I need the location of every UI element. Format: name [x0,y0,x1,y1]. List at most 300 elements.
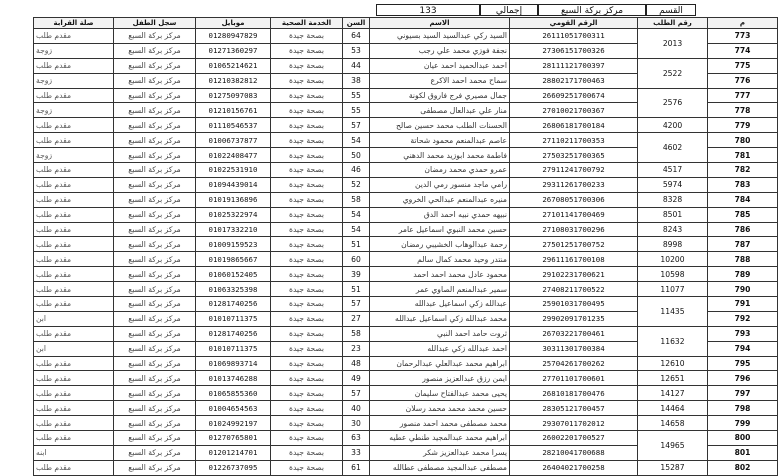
mobile-cell: 01110546537 [196,118,271,133]
health-cell: بصحة جيدة [271,371,343,386]
name-cell: منار علي عبدالعال مصطفى [370,103,510,118]
table-row [34,58,778,73]
name-cell: نجفة فوزي محمد علي رجب [370,43,510,58]
health-cell: بصحة جيدة [271,267,343,282]
serial-cell: 781 [708,148,778,163]
mobile-cell: 01022408477 [196,148,271,163]
national-id-cell: 27010021700367 [510,103,638,118]
application-cell: 14658 [638,416,708,431]
place-cell: مركز بركة السبع [114,148,196,163]
age-cell: 54 [343,133,370,148]
age-cell: 58 [343,192,370,207]
relation-cell: مقدم طلب [34,252,114,267]
mobile-cell: 01280947829 [196,29,271,44]
relation-cell: مقدم طلب [34,371,114,386]
health-cell: بصحة جيدة [271,163,343,178]
health-cell: بصحة جيدة [271,192,343,207]
serial-cell: 774 [708,43,778,58]
serial-cell: 793 [708,326,778,341]
place-cell: مركز بركة السبع [114,297,196,312]
national-id-cell: 26806181700184 [510,118,638,133]
health-cell: بصحة جيدة [271,341,343,356]
relation-cell: مقدم طلب [34,431,114,446]
relation-cell: مقدم طلب [34,237,114,252]
health-cell: بصحة جيدة [271,222,343,237]
name-cell: احمد عبدالله زكي عبدالله [370,341,510,356]
mobile-cell: 01069893714 [196,356,271,371]
application-cell: 12610 [638,356,708,371]
age-cell: 58 [343,326,370,341]
relation-cell: زوجة [34,43,114,58]
name-cell: جمال مصيري فرج فاروق لكونة [370,88,510,103]
application-cell: 10598 [638,267,708,282]
application-cell: 14464 [638,401,708,416]
age-cell: 55 [343,103,370,118]
application-cell: 15287 [638,460,708,475]
name-cell: سماح محمد احمد الاكرع [370,73,510,88]
age-cell: 64 [343,29,370,44]
health-cell: بصحة جيدة [271,416,343,431]
total-value: 133 [376,4,480,16]
serial-cell: 780 [708,133,778,148]
col-header-place: سجل الطفل [114,18,196,29]
name-cell: رامي ماجد منسور رمي الدين [370,177,510,192]
place-cell: مركز بركة السبع [114,386,196,401]
mobile-cell: 01013746288 [196,371,271,386]
health-cell: بصحة جيدة [271,148,343,163]
place-cell: مركز بركة السبع [114,445,196,460]
name-cell: سمير عبدالمنعم الصاوي عمر [370,282,510,297]
table-row [34,356,778,371]
name-cell: ابراهيم محمد عبدالعلي عبدالرحمان [370,356,510,371]
serial-cell: 776 [708,73,778,88]
application-cell: 10200 [638,252,708,267]
relation-cell: مقدم طلب [34,222,114,237]
health-cell: بصحة جيدة [271,460,343,475]
table-row [34,401,778,416]
place-cell: مركز بركة السبع [114,401,196,416]
place-cell: مركز بركة السبع [114,103,196,118]
name-cell: حسين محمد محمد محمد رسلان [370,401,510,416]
relation-cell: مقدم طلب [34,58,114,73]
mobile-cell: 01201214701 [196,445,271,460]
serial-cell: 796 [708,371,778,386]
national-id-cell: 29102231700621 [510,267,638,282]
name-cell: مصطفى عبدالمجيد مصطفى عطالله [370,460,510,475]
age-cell: 27 [343,311,370,326]
place-cell: مركز بركة السبع [114,282,196,297]
name-cell: فاطمة محمد ابوزيد محمد الدهني [370,148,510,163]
table-row [34,386,778,401]
name-cell: محمود عادل محمد احمد احمد [370,267,510,282]
relation-cell: مقدم طلب [34,177,114,192]
national-id-cell: 29902091701235 [510,311,638,326]
name-cell: عاصم عبدالمنعم محمود شحاتة [370,133,510,148]
application-cell: 4602 [638,133,708,163]
age-cell: 63 [343,431,370,446]
relation-cell: مقدم طلب [34,207,114,222]
health-cell: بصحة جيدة [271,237,343,252]
serial-cell: 794 [708,341,778,356]
age-cell: 39 [343,267,370,282]
age-cell: 52 [343,177,370,192]
age-cell: 49 [343,371,370,386]
serial-cell: 775 [708,58,778,73]
serial-cell: 800 [708,431,778,446]
health-cell: بصحة جيدة [271,252,343,267]
center-name: مركز بركة السبع [538,4,646,16]
age-cell: 23 [343,341,370,356]
name-cell: عمرو حمدي محمد رمضان [370,163,510,178]
national-id-cell: 26703221700461 [510,326,638,341]
age-cell: 57 [343,386,370,401]
place-cell: مركز بركة السبع [114,207,196,222]
mobile-cell: 01210382812 [196,73,271,88]
mobile-cell: 01010711375 [196,311,271,326]
health-cell: بصحة جيدة [271,177,343,192]
serial-cell: 784 [708,192,778,207]
national-id-cell: 26111051700311 [510,29,638,44]
serial-cell: 777 [708,88,778,103]
age-cell: 53 [343,43,370,58]
national-id-cell: 28305121700457 [510,401,638,416]
relation-cell: مقدم طلب [34,386,114,401]
age-cell: 48 [343,356,370,371]
application-cell: 11632 [638,326,708,356]
relation-cell: مقدم طلب [34,297,114,312]
name-cell: احمد عبدالحميد احمد عيان [370,58,510,73]
table-row [34,118,778,133]
mobile-cell: 01004654563 [196,401,271,416]
place-cell: مركز بركة السبع [114,133,196,148]
mobile-cell: 01063325398 [196,282,271,297]
national-id-cell: 26609251700674 [510,88,638,103]
relation-cell: مقدم طلب [34,192,114,207]
name-cell: الحسنات الطلب محمد حسين صالح [370,118,510,133]
application-cell: 12651 [638,371,708,386]
national-id-cell: 29311261700233 [510,177,638,192]
age-cell: 50 [343,148,370,163]
col-header-age: السن [343,18,370,29]
serial-cell: 798 [708,401,778,416]
mobile-cell: 01025322974 [196,207,271,222]
col-header-national-id: الرقم القومي [510,18,638,29]
relation-cell: مقدم طلب [34,118,114,133]
serial-cell: 797 [708,386,778,401]
mobile-cell: 01009159523 [196,237,271,252]
place-cell: مركز بركة السبع [114,177,196,192]
place-cell: مركز بركة السبع [114,460,196,475]
age-cell: 61 [343,460,370,475]
age-cell: 30 [343,416,370,431]
name-cell: ابراهيم محمد عبدالمجيد طنطي عطيه [370,431,510,446]
relation-cell: مقدم طلب [34,267,114,282]
national-id-cell: 27408211700522 [510,282,638,297]
health-cell: بصحة جيدة [271,58,343,73]
national-id-cell: 27503251700365 [510,148,638,163]
col-header-mobile: موبايل [196,18,271,29]
document-header [0,4,779,18]
name-cell: ثروت حامد احمد النبي [370,326,510,341]
serial-cell: 790 [708,282,778,297]
total-label: إجمالي [480,4,538,16]
place-cell: مركز بركة السبع [114,326,196,341]
place-cell: مركز بركة السبع [114,237,196,252]
table-row [34,252,778,267]
serial-cell: 786 [708,222,778,237]
national-id-cell: 26002201700527 [510,431,638,446]
place-cell: مركز بركة السبع [114,73,196,88]
application-cell: 5974 [638,177,708,192]
place-cell: مركز بركة السبع [114,88,196,103]
col-header-relation: صلة القرابة [34,18,114,29]
mobile-cell: 01060152405 [196,267,271,282]
place-cell: مركز بركة السبع [114,356,196,371]
mobile-cell: 01094439014 [196,177,271,192]
place-cell: مركز بركة السبع [114,222,196,237]
application-cell: 4517 [638,163,708,178]
serial-cell: 785 [708,207,778,222]
table-row [34,431,778,446]
health-cell: بصحة جيدة [271,356,343,371]
mobile-cell: 01275097083 [196,88,271,103]
section-label: القسم [646,4,696,16]
national-id-cell: 26404021700258 [510,460,638,475]
name-cell: عبدالله زكي اسماعيل عبدالله [370,297,510,312]
name-cell: محمد مصطفى محمد احمد منصور [370,416,510,431]
age-cell: 57 [343,118,370,133]
health-cell: بصحة جيدة [271,118,343,133]
serial-cell: 787 [708,237,778,252]
mobile-cell: 01065855360 [196,386,271,401]
mobile-cell: 01024992197 [196,416,271,431]
table-row [34,133,778,148]
table-row [34,460,778,475]
name-cell: منتدر وحيد محمد كمال سالم [370,252,510,267]
age-cell: 51 [343,282,370,297]
health-cell: بصحة جيدة [271,282,343,297]
col-header-health: الخدمة الصحية [271,18,343,29]
relation-cell: مقدم طلب [34,282,114,297]
application-cell: 11077 [638,282,708,297]
mobile-cell: 01019865667 [196,252,271,267]
serial-cell: 778 [708,103,778,118]
age-cell: 33 [343,445,370,460]
name-cell: يحيى محمد عبدالفتاح سليمان [370,386,510,401]
place-cell: مركز بركة السبع [114,371,196,386]
place-cell: مركز بركة السبع [114,252,196,267]
relation-cell: مقدم طلب [34,460,114,475]
relation-cell: مقدم طلب [34,326,114,341]
health-cell: بصحة جيدة [271,207,343,222]
table-row [34,222,778,237]
application-cell: 2013 [638,29,708,59]
relation-cell: زوجة [34,148,114,163]
relation-cell: مقدم طلب [34,401,114,416]
place-cell: مركز بركة السبع [114,29,196,44]
age-cell: 54 [343,222,370,237]
relation-cell: مقدم طلب [34,133,114,148]
relation-cell: زوجة [34,73,114,88]
col-header-application: رقم الطلب [638,18,708,29]
serial-cell: 783 [708,177,778,192]
mobile-cell: 01006737877 [196,133,271,148]
serial-cell: 788 [708,252,778,267]
place-cell: مركز بركة السبع [114,311,196,326]
mobile-cell: 01019136896 [196,192,271,207]
national-id-cell: 27306151700326 [510,43,638,58]
relation-cell: ابن [34,311,114,326]
health-cell: بصحة جيدة [271,401,343,416]
health-cell: بصحة جيدة [271,103,343,118]
place-cell: مركز بركة السبع [114,431,196,446]
age-cell: 38 [343,73,370,88]
name-cell: منيره عبدالمنعم عبدالحي الخروي [370,192,510,207]
table-row [34,207,778,222]
health-cell: بصحة جيدة [271,326,343,341]
name-cell: محمد عبدالله زكي اسماعيل عبدالله [370,311,510,326]
health-cell: بصحة جيدة [271,445,343,460]
health-cell: بصحة جيدة [271,43,343,58]
relation-cell: مقدم طلب [34,88,114,103]
mobile-cell: 01017332210 [196,222,271,237]
serial-cell: 799 [708,416,778,431]
age-cell: 51 [343,237,370,252]
col-header-serial: م [708,18,778,29]
table-row [34,237,778,252]
beneficiaries-table [33,17,778,476]
table-row [34,192,778,207]
application-cell: 8328 [638,192,708,207]
name-cell: نبيهه حمدي نبيه احمد الدق [370,207,510,222]
national-id-cell: 29307011702012 [510,416,638,431]
health-cell: بصحة جيدة [271,29,343,44]
health-cell: بصحة جيدة [271,386,343,401]
application-cell: 4200 [638,118,708,133]
mobile-cell: 01281740256 [196,326,271,341]
relation-cell: مقدم طلب [34,163,114,178]
name-cell: ايمن رزق عبدالعزيز منصور [370,371,510,386]
table-row [34,88,778,103]
health-cell: بصحة جيدة [271,311,343,326]
health-cell: بصحة جيدة [271,133,343,148]
national-id-cell: 28111121700397 [510,58,638,73]
table-row [34,29,778,44]
relation-cell: مقدم طلب [34,416,114,431]
table-header-row [34,18,778,29]
health-cell: بصحة جيدة [271,73,343,88]
national-id-cell: 26810181700476 [510,386,638,401]
mobile-cell: 01226737095 [196,460,271,475]
relation-cell: مقدم طلب [34,356,114,371]
age-cell: 60 [343,252,370,267]
national-id-cell: 27101141700469 [510,207,638,222]
serial-cell: 791 [708,297,778,312]
mobile-cell: 01210156761 [196,103,271,118]
table-row [34,326,778,341]
national-id-cell: 27108031700296 [510,222,638,237]
relation-cell: مقدم طلب [34,29,114,44]
age-cell: 55 [343,88,370,103]
serial-cell: 792 [708,311,778,326]
name-cell: حسين محمد النبوي اسماعيل عامر [370,222,510,237]
application-cell: 2576 [638,88,708,118]
place-cell: مركز بركة السبع [114,267,196,282]
mobile-cell: 01022531910 [196,163,271,178]
place-cell: مركز بركة السبع [114,416,196,431]
table-row [34,297,778,312]
application-cell: 2522 [638,58,708,88]
national-id-cell: 25704261700262 [510,356,638,371]
national-id-cell: 27110211700353 [510,133,638,148]
age-cell: 54 [343,207,370,222]
mobile-cell: 01270765801 [196,431,271,446]
relation-cell: زوجة [34,103,114,118]
application-cell: 11435 [638,297,708,327]
age-cell: 46 [343,163,370,178]
application-cell: 14127 [638,386,708,401]
serial-cell: 779 [708,118,778,133]
health-cell: بصحة جيدة [271,297,343,312]
national-id-cell: 26708051700306 [510,192,638,207]
health-cell: بصحة جيدة [271,431,343,446]
age-cell: 57 [343,297,370,312]
mobile-cell: 01271360297 [196,43,271,58]
national-id-cell: 28210041700688 [510,445,638,460]
national-id-cell: 28802171700463 [510,73,638,88]
national-id-cell: 27701101700601 [510,371,638,386]
table-row [34,371,778,386]
name-cell: يسرا محمد عبدالعزيز شكر [370,445,510,460]
national-id-cell: 25901031700495 [510,297,638,312]
mobile-cell: 01281740256 [196,297,271,312]
application-cell: 14965 [638,431,708,461]
age-cell: 44 [343,58,370,73]
place-cell: مركز بركة السبع [114,192,196,207]
table-row [34,177,778,192]
mobile-cell: 01065214621 [196,58,271,73]
serial-cell: 782 [708,163,778,178]
table-row [34,416,778,431]
application-cell: 8501 [638,207,708,222]
name-cell: رحمة عبدالوهاب الخشيبي رمضان [370,237,510,252]
national-id-cell: 27911241700792 [510,163,638,178]
serial-cell: 773 [708,29,778,44]
serial-cell: 801 [708,445,778,460]
serial-cell: 802 [708,460,778,475]
table-body [34,29,778,476]
place-cell: مركز بركة السبع [114,341,196,356]
col-header-name: الاسم [370,18,510,29]
relation-cell: ابنه [34,445,114,460]
national-id-cell: 27501251700752 [510,237,638,252]
table-row [34,163,778,178]
place-cell: مركز بركة السبع [114,43,196,58]
serial-cell: 795 [708,356,778,371]
table-row [34,282,778,297]
national-id-cell: 29611161700108 [510,252,638,267]
relation-cell: ابن [34,341,114,356]
national-id-cell: 30311301700384 [510,341,638,356]
place-cell: مركز بركة السبع [114,118,196,133]
application-cell: 8998 [638,237,708,252]
health-cell: بصحة جيدة [271,88,343,103]
place-cell: مركز بركة السبع [114,58,196,73]
name-cell: السيد ركي عبدالسيد السيد بسيوني [370,29,510,44]
table-row [34,267,778,282]
place-cell: مركز بركة السبع [114,163,196,178]
serial-cell: 789 [708,267,778,282]
